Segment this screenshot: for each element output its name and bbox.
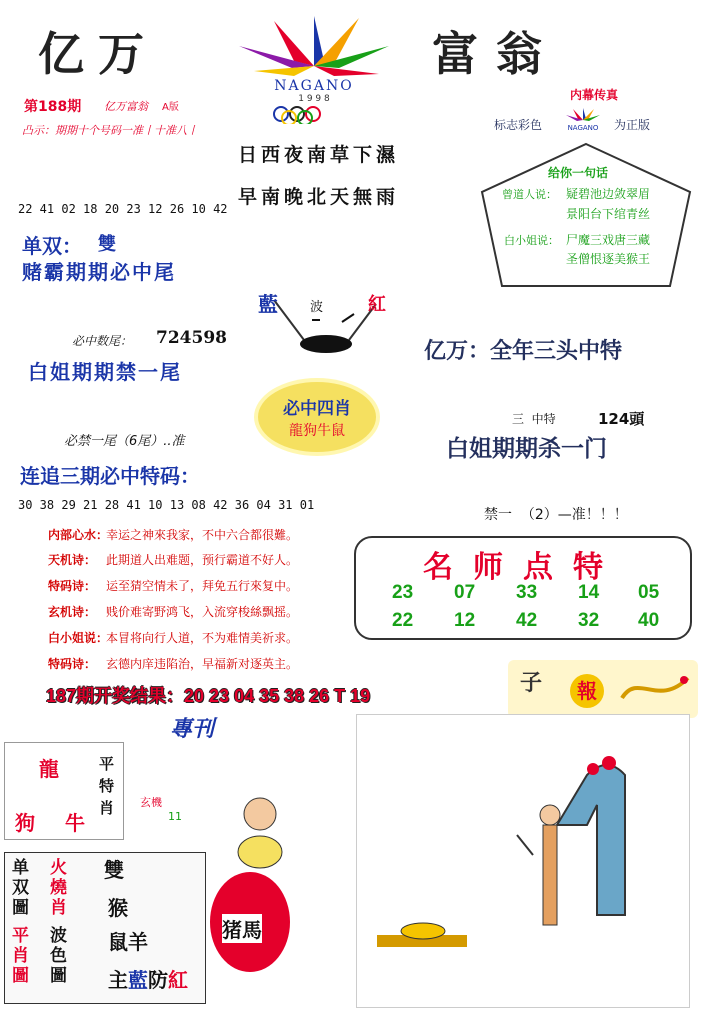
poem-text: 贱价难寄野鸿飞，入流穿梭絲飘摇。 [106,605,299,619]
poem-text: 运至猜空情未了，拜免五行來复中。 [106,579,299,593]
report-word: 報 [570,674,604,708]
zodiac-panel [0,708,352,1008]
three-heads-value: 124頭 [598,410,645,428]
fax-logo-icon [558,106,608,136]
main-blue: 藍 [128,968,148,992]
title-right: 富翁 [432,27,560,81]
pentagon-title: 给你一句话 [548,166,609,180]
wave-mid: 波 [310,300,324,315]
master-number: 22 [392,610,414,631]
poem-row [48,603,298,620]
olympic-rings-icon [269,106,359,124]
wave-bowl [254,282,394,362]
master-number: 42 [516,610,538,631]
nagano-logo [214,6,414,126]
pentagon-row-2-who: 白小姐说： [504,234,559,247]
pentagon-row-2-line-1: 尸魔三戏唐三藏 [566,233,651,247]
issue-subtitle: 凸示：期期十个号码一准丨十准八丨 [22,124,198,137]
title-left: 亿万 [38,27,158,81]
pig-horse-label: 猪馬 [222,914,262,943]
double-value: 雙 [104,858,124,882]
logo-word: NAGANO [274,78,354,94]
zodiac-vertical: 平特肖 [99,755,115,817]
poem-key: 特码诗： [48,657,97,671]
rat-sheep-label: 鼠羊 [108,930,148,954]
special-label: 專刊 [170,717,215,742]
zone-label: 玄機 [140,796,162,809]
poem-text: 此期道人出难题，预行霸道不好人。 [106,553,299,567]
dragon-ornament-icon [618,668,692,710]
master-number: 40 [638,610,660,631]
issue-brand: 亿万富翁 [104,100,148,113]
zodiac-animal-a: 龍 [39,757,59,781]
poem-row [48,551,298,568]
master-number: 23 [392,582,414,603]
master-title: 名师点特 [423,550,623,585]
ban-one-tail: 必禁一尾（6尾）..准 [64,434,185,449]
pentagon-row-1-who: 曾道人说： [502,188,557,201]
wave-label: 波色圖 [50,926,67,986]
chase-title: 连追三期必中特码： [20,464,200,488]
wave-red: 紅 [368,294,386,315]
zone-number: 11 [168,810,182,823]
four-xiao-animals: 龍狗牛鼠 [289,423,345,439]
master-number: 12 [454,610,476,631]
poem-key: 特码诗： [48,579,97,593]
numbers-mid: 30 38 29 21 28 41 10 13 08 42 36 04 31 01 [18,498,315,512]
main-label: 主 [108,968,128,992]
poem-text: 玄德内庠违陷治，早福新对逐英主。 [106,657,299,671]
scholar-pillar-illustration [357,715,689,1007]
pentagon-row-2-line-2: 圣僧恨逐美猴王 [566,252,651,266]
master-number: 14 [578,582,600,603]
tail-numbers-value: 724598 [156,328,227,348]
poem-key: 玄机诗： [48,605,97,619]
report-tag: 子 [520,670,543,696]
numbers-top: 22 41 02 18 20 23 12 26 10 42 [18,202,228,216]
riddle-line-2: 早南晚北天無雨 [238,186,400,208]
fax-right: 为正版 [614,118,651,132]
master-box [354,536,692,640]
master-number: 05 [638,582,660,603]
issue-period: 第188期 [24,99,82,115]
four-xiao-badge [258,382,376,452]
poem-row [48,629,298,646]
master-number: 32 [578,610,600,631]
fax-logo-word: NAGANO [567,124,599,132]
fax-title: 内幕传真 [570,88,619,102]
tail-slogan: 赌霸期期必中尾 [22,260,176,284]
poem-row [48,577,298,594]
poem-row [48,655,298,672]
child-figure-icon [220,792,300,872]
tail-numbers-label: 必中数尾： [72,334,133,348]
pentagon-row-1-line-1: 疑碧池边敛翠眉 [566,187,651,201]
results-banner: 187期开奖结果：20 23 04 35 38 26 T 19 [46,686,371,706]
single-double-label: 单双： [22,234,82,258]
wave-blue: 藍 [258,292,278,316]
flat-label: 平肖圖 [12,926,29,986]
poem-key: 天机诗： [48,553,97,567]
fax-left: 标志彩色 [494,118,543,132]
issue-grade: A版 [162,102,179,113]
main-line [108,964,188,993]
poem-text: 幸运之神來我家，不中六合都很難。 [106,528,299,542]
four-xiao-title: 必中四肖 [283,399,351,419]
report-banner [508,660,698,718]
poem-key: 白小姐说： [48,631,109,645]
fire-label: 火燒肖 [50,858,67,918]
master-number: 07 [454,582,476,603]
ban-tail-slogan: 白姐期期禁一尾 [28,360,182,384]
kill-door: 白姐期期杀一门 [446,436,607,462]
logo-year: 1 9 9 8 [298,94,330,104]
riddle-line-1: 日西夜南草下濕 [238,144,400,166]
single-double-value: 雙 [98,234,116,255]
pentagon-row-1-line-2: 景阳台下绾青丝 [566,207,651,221]
poem-text: 本冒将向行人道，不为难情美祈求。 [106,631,299,645]
double-label: 单双圖 [12,858,29,918]
yiwan-slogan: 亿万：全年三头中特 [424,339,623,364]
zodiac-animal-b: 狗 [15,811,35,835]
monkey-label: 猴 [108,896,128,920]
zodiac-animal-c: 牛 [65,811,85,835]
illustration-frame [356,714,690,1008]
three-heads-label: 三 中特 [512,412,556,426]
poem-key: 内部心水： [48,528,109,542]
zone-badge [126,792,206,832]
ban-one: 禁一 （2）—准！！！ [484,507,628,523]
guard-red: 紅 [168,968,188,992]
zodiac-box [4,742,124,840]
poem-row [48,526,298,543]
master-number: 33 [516,582,538,603]
special-banner [150,710,280,740]
guard-label: 防 [148,968,168,992]
